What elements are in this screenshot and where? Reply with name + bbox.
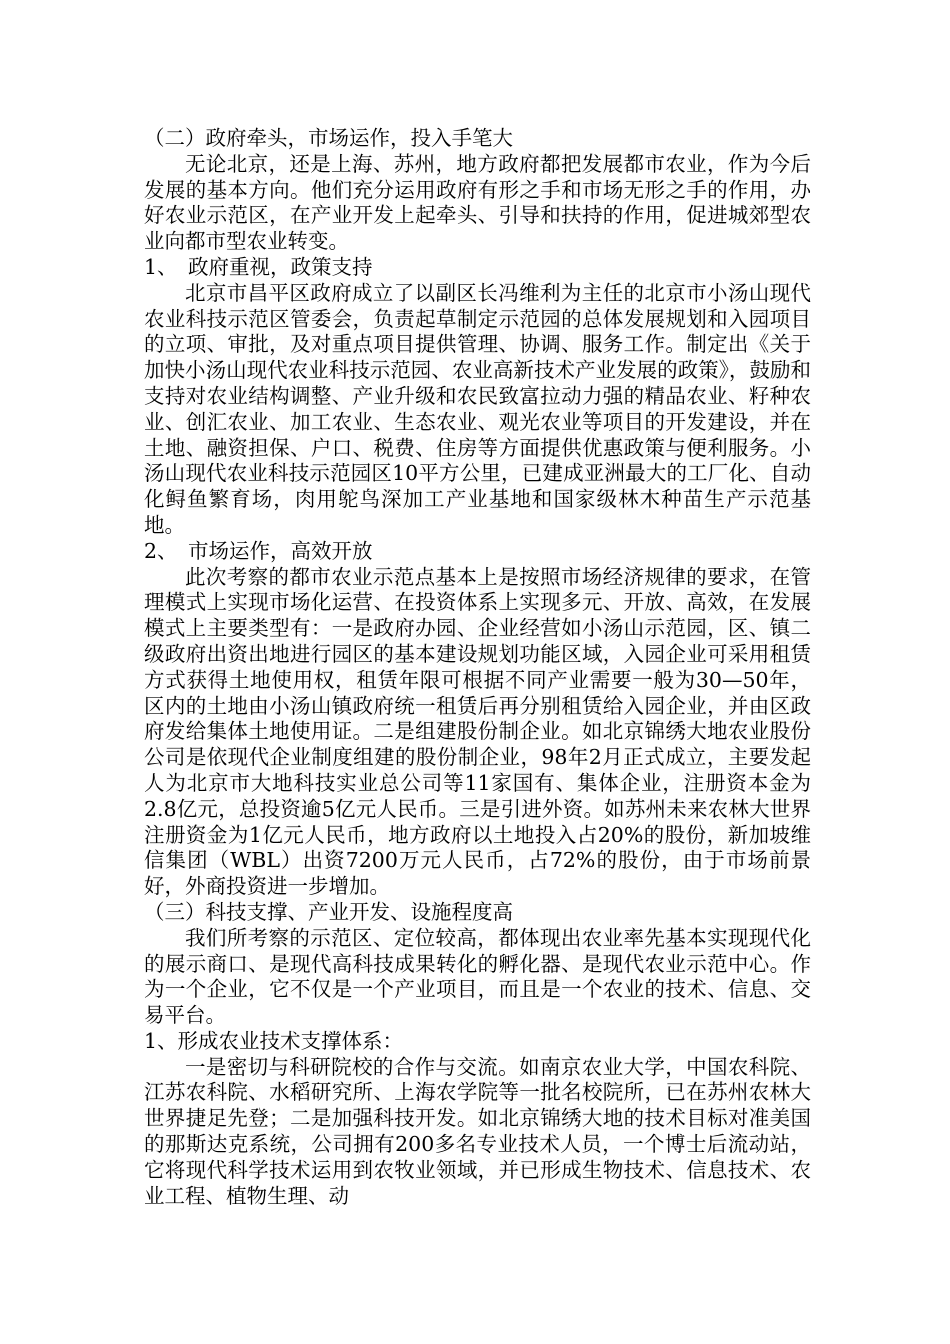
paragraph-policy: 北京市昌平区政府成立了以副区长冯维利为主任的北京市小汤山现代农业科技示范区管委会，负责起草制定示范园的总体发展规划和入园项目的立项、审批，及对重点项目提供管理、协调、服务工作。制定出《关于加快小汤山现代农业科技示范园、农业高新技术产业发展的政策》，鼓励和支持对农业结构调整、产业升级和农民致富拉动力强的精品农业、籽种农业、创汇农业、加工农业、生态农业、观光农业等项目的开发建设，并在土地、融资担保、户口、税费、住房等方面提供优惠政策与便利服务。小汤山现代农业科技示范园区10平方公里，已建成亚洲最大的工厂化、自动化鲟鱼繁育场，肉用鸵鸟深加工产业基地和国家级林木种苗生产示范基地。 [144,280,811,537]
heading-text: 市场运作，高效开放 [188,538,373,563]
paragraph-market: 此次考察的都市农业示范点基本上是按照市场经济规律的要求，在管理模式上实现市场化运营、在投资体系上实现多元、开放、高效，在发展模式上主要类型有：一是政府办园、企业经营如小汤山示范园，区、镇二级政府出资出地进行园区的基本建设规划功能区域，入园企业可采用租赁方式获得土地使用权，租赁年限可根据不同产业需要一般为30—50年，区内的土地由小汤山镇政府统一租赁后再分别租赁给入园企业，并由区政府发给集体土地使用证。二是组建股份制企业。如北京锦绣大地农业股份公司是依现代企业制度组建的股份制企业，98年2月正式成立，主要发起人为北京市大地科技实业总公司等11家国有、集体企业，注册资本金为2.8亿元，总投资逾5亿元人民币。三是引进外资。如苏州未来农林大世界注册资金为1亿元人民币，地方政府以土地投入占20%的股份，新加坡维信集团（WBL）出资7200万元人民币，占72%的股份，由于市场前景好，外商投资进一步增加。 [144,564,811,899]
section-heading-three: （三）科技支撑、产业开发、设施程度高 [144,899,513,924]
subheading-tech-support: 1、形成农业技术支撑体系： [144,1028,404,1053]
heading-number: 1、 [144,254,178,279]
paragraph-intro: 无论北京，还是上海、苏州，地方政府都把发展都市农业，作为今后发展的基本方向。他们充分运用政府有形之手和市场无形之手的作用，办好农业示范区，在产业开发上起牵头、引导和扶持的作用，促进城郊型农业向都市型农业转变。 [144,151,811,254]
document-page [144,126,811,1209]
heading-number: 2、 [144,538,178,563]
heading-text: 政府重视，政策支持 [188,254,373,279]
paragraph-cooperation: 一是密切与科研院校的合作与交流。如南京农业大学，中国农科院、江苏农科院、水稻研究所、上海农学院等一批名校院所，已在苏州农林大世界捷足先登；二是加强科技开发。如北京锦绣大地的技术目标对准美国的那斯达克系统，公司拥有200多名专业技术人员，一个博士后流动站，它将现代科学技术运用到农牧业领域，并已形成生物技术、信息技术、农业工程、植物生理、动 [144,1054,811,1208]
paragraph-demo-zone: 我们所考察的示范区、定位较高，都体现出农业率先基本实现现代化的展示商口、是现代高科技成果转化的孵化器、是现代农业示范中心。作为一个企业，它不仅是一个产业项目，而且是一个农业的技术、信息、交易平台。 [144,925,811,1028]
section-heading-two: （二）政府牵头，市场运作，投入手笔大 [144,126,513,150]
numbered-heading-1 [144,255,811,281]
numbered-heading-2 [144,539,811,565]
